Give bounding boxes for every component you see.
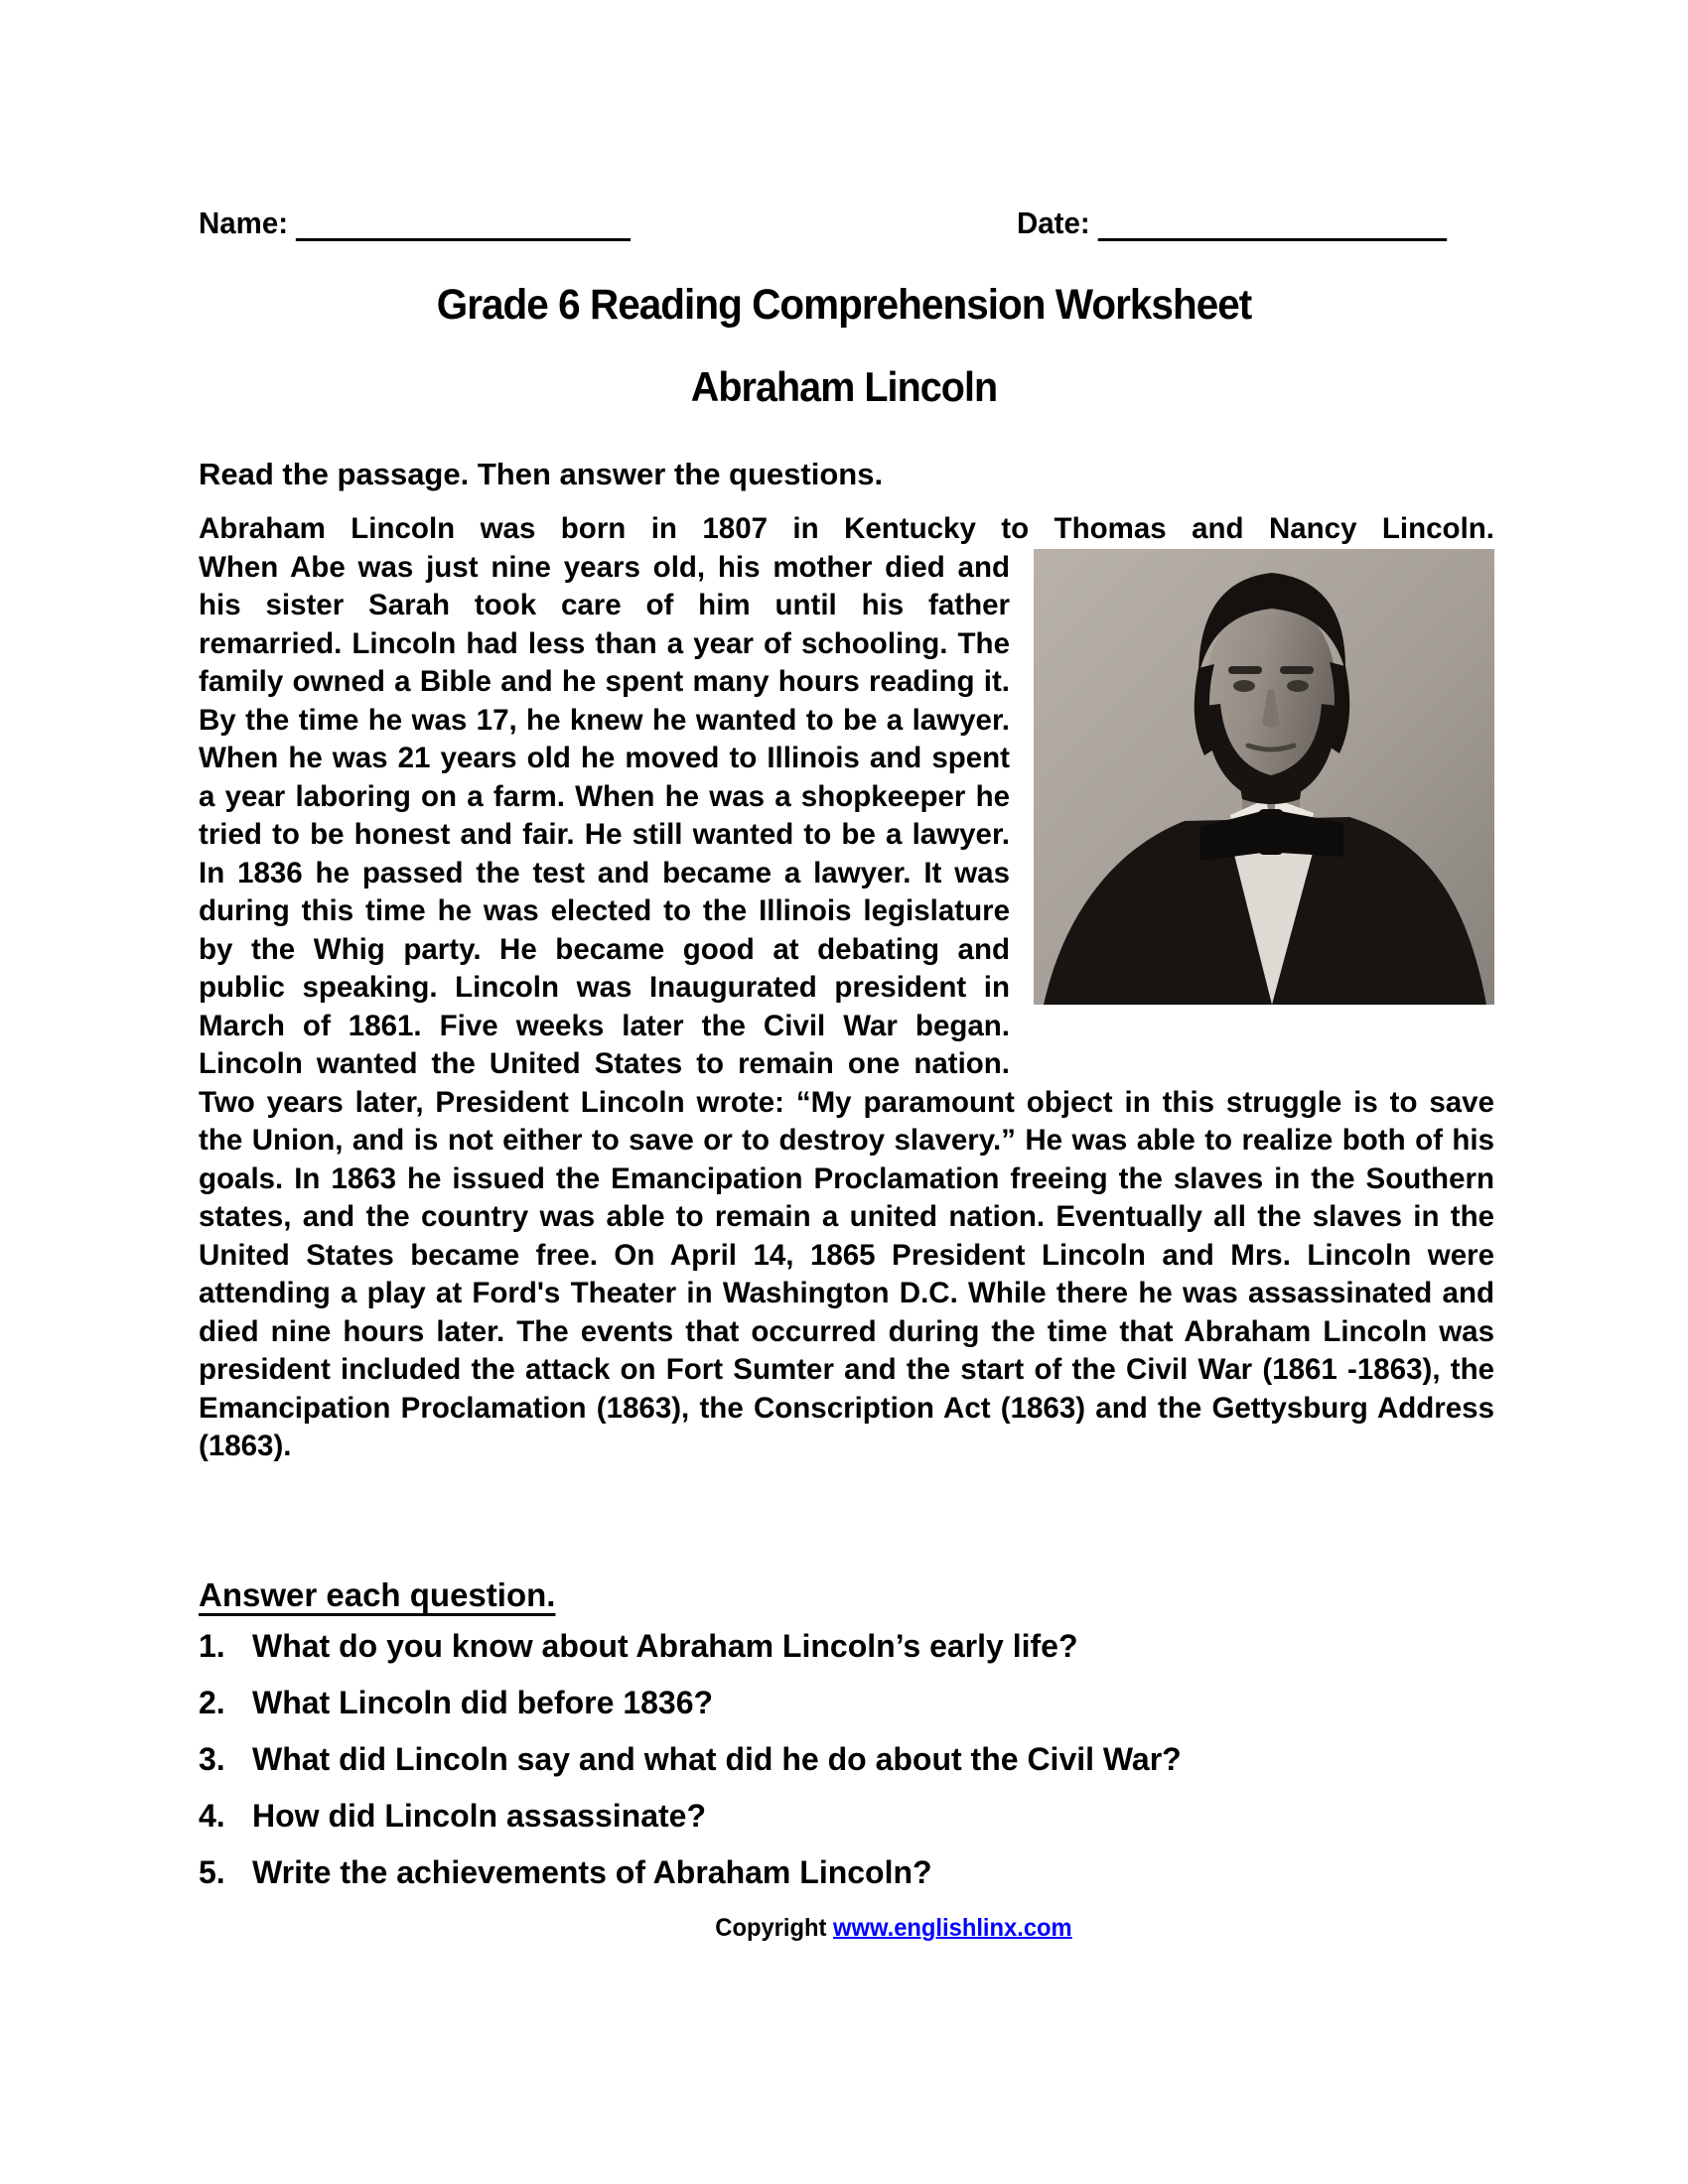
lincoln-portrait-graphic (1034, 549, 1494, 1005)
date-label: Date: (1017, 205, 1090, 240)
question-number: 3. (199, 1741, 225, 1777)
copyright-link[interactable]: www.englishlinx.com (833, 1914, 1072, 1942)
question-text: What Lincoln did before 1836? (252, 1685, 714, 1720)
question-number: 4. (199, 1798, 225, 1834)
question-text: Write the achievements of Abraham Lincoln? (252, 1854, 932, 1890)
passage-first-line: Abraham Lincoln was born in 1807 in Kentucky to Thomas and Nancy Lincoln. (199, 512, 1494, 545)
name-label: Name: (199, 205, 289, 240)
question-text: How did Lincoln assassinate? (252, 1798, 706, 1834)
question-item (199, 1685, 1494, 1720)
passage-body: When Abe was just nine years old, his mother died and his sister Sarah took care of him until his father remarried. Lincoln had less than a year of schooling. The family owned a Bible and he spent many hours reading it. By the time he was 17, he knew he wanted to be a lawyer. When he was 21 years old he moved to Illinois and spent a year laboring on a farm. When he was a shopkeeper he tried to be honest and fair. He still wanted to be a lawyer. In 1836 he passed the test and became a lawyer. It was during this time he was elected to the Illinois legislature by the Whig party. He became good at debating and public speaking. Lincoln was Inaugurated president in March of 1861. Five weeks later the Civil War began. Lincoln wanted the United States to remain one nation. Two years later, President Lincoln wrote: “My paramount object in this struggle is to save the Union, and is not either to save or to destroy slavery.” He was able to realize both of his goals. In 1863 he issued the Emancipation Proclamation freeing the slaves in the Southern states, and the country was able to remain a united nation. Eventually all the slaves in the United States became free. On April 14, 1865 President Lincoln and Mrs. Lincoln were attending a play at Ford's Theater in Washington D.C. While there he was assassinated and died nine hours later. The events that occurred during the time that Abraham Lincoln was president included the attack on Fort Sumter and the start of the Civil War (1861 -1863), the Emancipation Proclamation (1863), the Conscription Act (1863) and the Gettysburg Address (1863). (199, 550, 1494, 1462)
question-item (199, 1798, 1494, 1834)
worksheet-title: Grade 6 Reading Comprehension Worksheet (436, 281, 1252, 329)
question-text: What did Lincoln say and what did he do about the Civil War? (252, 1741, 1182, 1777)
worksheet-subtitle: Abraham Lincoln (690, 363, 998, 410)
question-text: What do you know about Abraham Lincoln’s early life? (252, 1628, 1078, 1664)
question-number: 1. (199, 1628, 225, 1664)
questions-heading: Answer each question. (199, 1576, 556, 1613)
questions-section (199, 1576, 1494, 1911)
date-blank-line (1097, 208, 1447, 241)
footer (139, 1914, 1648, 1943)
lincoln-portrait-image (1034, 549, 1494, 1005)
question-item (199, 1628, 1494, 1664)
question-item (199, 1854, 1494, 1890)
question-number: 2. (199, 1685, 225, 1720)
question-item (199, 1741, 1494, 1777)
name-field-group (199, 205, 631, 241)
passage-instruction: Read the passage. Then answer the questions. (199, 457, 884, 491)
date-field-group (1017, 205, 1447, 241)
copyright-label: Copyright (715, 1914, 827, 1942)
name-blank-line (296, 208, 631, 241)
question-number: 5. (199, 1854, 225, 1890)
reading-passage (199, 510, 1494, 1466)
